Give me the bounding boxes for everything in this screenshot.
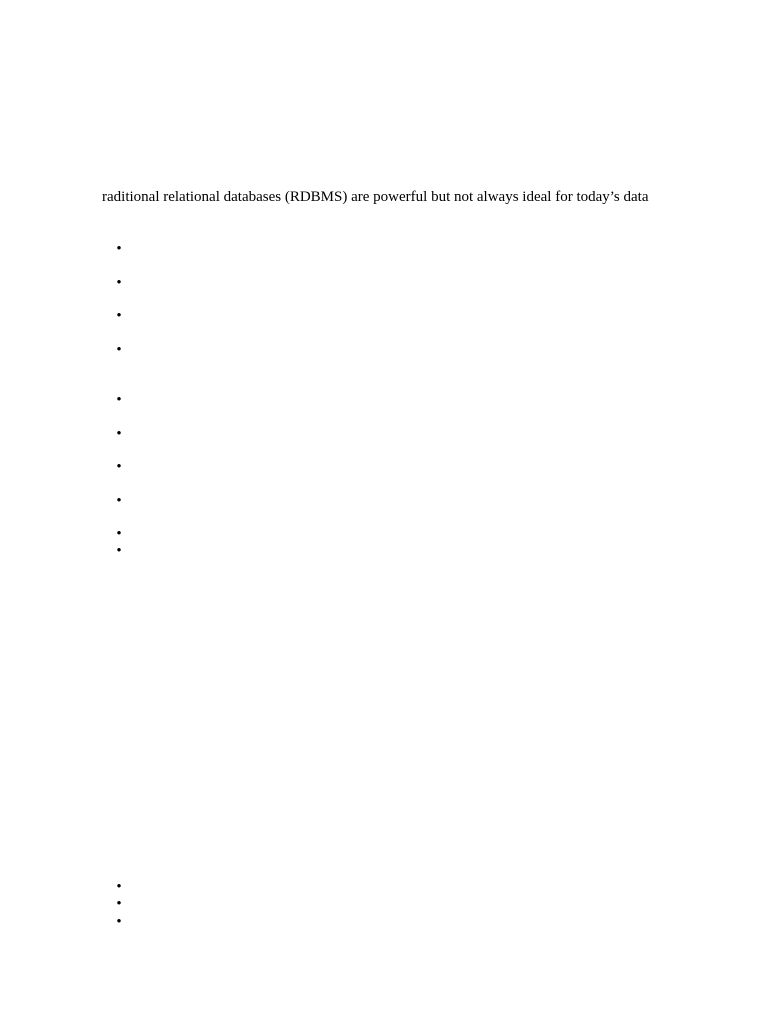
list-item-bullet [114,529,124,539]
list-item-bullet [114,311,124,321]
list-item-bullet [114,917,124,927]
list-item-bullet [114,462,124,472]
list-item-bullet [114,395,124,405]
list-item-bullet [114,882,124,892]
list-item-bullet [114,345,124,355]
list-item-bullet [114,496,124,506]
list-item-bullet [114,244,124,254]
list-item-bullet [114,278,124,288]
list-item-bullet [114,899,124,909]
list-item-bullet [114,546,124,556]
list-item-bullet [114,429,124,439]
intro-paragraph: raditional relational databases (RDBMS) are powerful but not always ideal for today’s data [102,189,649,205]
